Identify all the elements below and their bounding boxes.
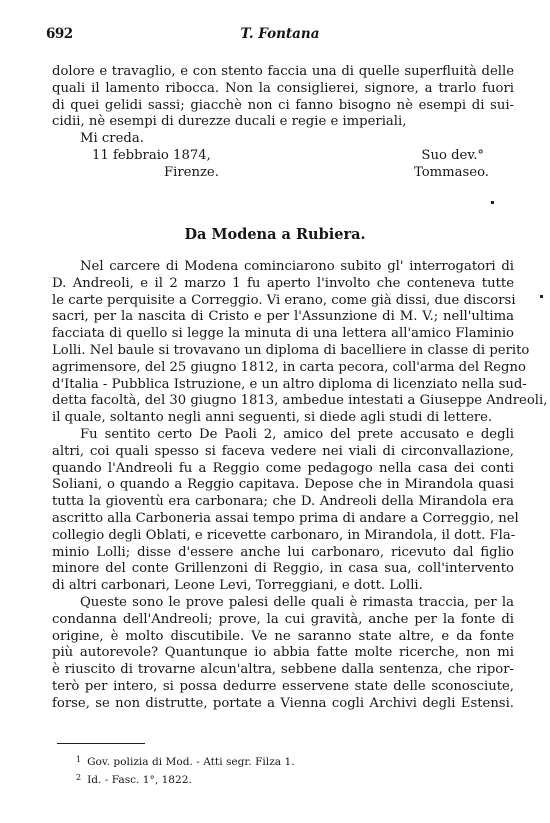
text-line: Soliani, o quando a Reggio capitava. Depose che in Mirandola quasi (52, 477, 514, 493)
text-line: condanna dell'Andreoli; prove, la cui gravità, anche per la fonte di (52, 611, 514, 627)
footnote-mark: 2 (76, 773, 82, 782)
letter-place: Firenze. (164, 164, 219, 180)
text-line: è riuscito di trovarne alcun'altra, sebbene dalla sentenza, che ripor- (52, 662, 514, 678)
text-line: d'Italia - Pubblica Istruzione, e un altro diploma di licenziato nella sud- (52, 376, 527, 392)
text-line: facciata di quello si legge la minuta di una lettera all'amico Flaminio (52, 326, 514, 342)
letter-closing-formula: Mi creda. (80, 131, 144, 147)
text-line: le carte perquisite a Correggio. Vi erano, come già dissi, due discorsi (52, 292, 516, 308)
page-number: 692 (46, 26, 73, 42)
text-line: Fu sentito certo De Paoli 2, amico del prete accusato e degli (80, 426, 514, 442)
article-body (52, 259, 548, 713)
running-head: T. Fontana (240, 26, 320, 42)
letter-line: quali il lamento ribocca. Non la consiglierei, signore, a trarlo fuori (52, 80, 514, 96)
footnote-text: Gov. polizia di Mod. - Atti segr. Filza 1. (87, 756, 295, 768)
text-line: sacri, per la nascita di Cristo e per l'Assunzione di M. V.; nell'ultima (52, 309, 514, 325)
letter-date: 11 febbraio 1874, (92, 147, 211, 163)
letter-signature: Tommaseo. (413, 164, 489, 180)
text-line: collegio degli Oblati, e ricevette carbonaro, in Mirandola, il dott. Fla- (52, 527, 516, 543)
text-line: terò per intero, si possa dedurre esservene state delle sconosciute, (52, 678, 514, 694)
letter-line: cidii, nè esempi di durezze ducali e regie e imperiali, (52, 114, 407, 130)
section-title: Da Modena a Rubiera. (184, 226, 366, 243)
text-line: D. Andreoli, e il 2 marzo 1 fu aperto l'involto che conteneva tutte (52, 275, 514, 291)
text-line: di altri carbonari, Leone Levi, Torreggiani, e dott. Lolli. (52, 578, 423, 594)
text-line: Queste sono le prove palesi delle quali è rimasta traccia, per la (80, 594, 514, 610)
print-speck (491, 201, 494, 204)
footnote-separator (57, 743, 145, 744)
text-line: forse, se non distrutte, portate a Vienna cogli Archivi degli Estensi. (52, 695, 514, 711)
paragraph (52, 426, 519, 595)
text-line: tutta la gioventù era carbonara; che D. Andreoli della Mirandola era (52, 494, 514, 510)
paragraph (52, 259, 548, 427)
letter-conclusion (52, 64, 514, 182)
footnote-text: Id. - Fasc. 1°, 1822. (87, 774, 192, 786)
text-line: minore del conte Grillenzoni di Reggio, in casa sua, coll'intervento (52, 561, 514, 577)
letter-line: dolore e travaglio, e con stento faccia una di quelle superfluità delle (52, 64, 514, 79)
text-line: più autorevole? Quantunque io abbia fatte molte ricerche, non mi (52, 645, 514, 661)
letter-line: di quei gelidi sassi; giacchè non ci fanno bisogno nè esempi di sui- (52, 97, 514, 113)
text-line: altri, coi quali spesso si faceva vedere nei viali di circonvallazione, (52, 443, 514, 459)
footnote (76, 752, 295, 770)
page-header (46, 26, 514, 46)
text-line: agrimensore, del 25 giugno 1812, in carta pecora, coll'arma del Regno (52, 359, 526, 375)
text-line: ascritto alla Carboneria assai tempo prima di andare a Correggio, nel (52, 510, 519, 526)
print-speck (540, 295, 543, 298)
letter-salutation: Suo dev.° (421, 147, 484, 163)
paragraph (52, 595, 514, 713)
footnote (76, 770, 295, 788)
text-line: quando l'Andreoli fu a Reggio come pedagogo nella casa dei conti (52, 460, 514, 476)
letter-sign-off (52, 148, 514, 182)
text-line: Lolli. Nel baule si trovavano un diploma di bacelliere in classe di perito (52, 342, 530, 358)
text-line: detta facoltà, del 30 giugno 1813, ambedue intestati a Giuseppe Andreoli, (52, 393, 548, 409)
footnote-mark: 1 (76, 755, 82, 764)
text-line: origine, è molto discutibile. Ve ne saranno state altre, e da fonte (52, 628, 514, 644)
text-line: minio Lolli; disse d'essere anche lui carbonaro, ricevuto dal figlio (52, 544, 514, 560)
text-line: il quale, soltanto negli anni seguenti, si diede agli studi di lettere. (52, 410, 493, 426)
text-line: Nel carcere di Modena cominciarono subito gl' interrogatori di (80, 259, 514, 274)
footnotes (76, 752, 295, 788)
